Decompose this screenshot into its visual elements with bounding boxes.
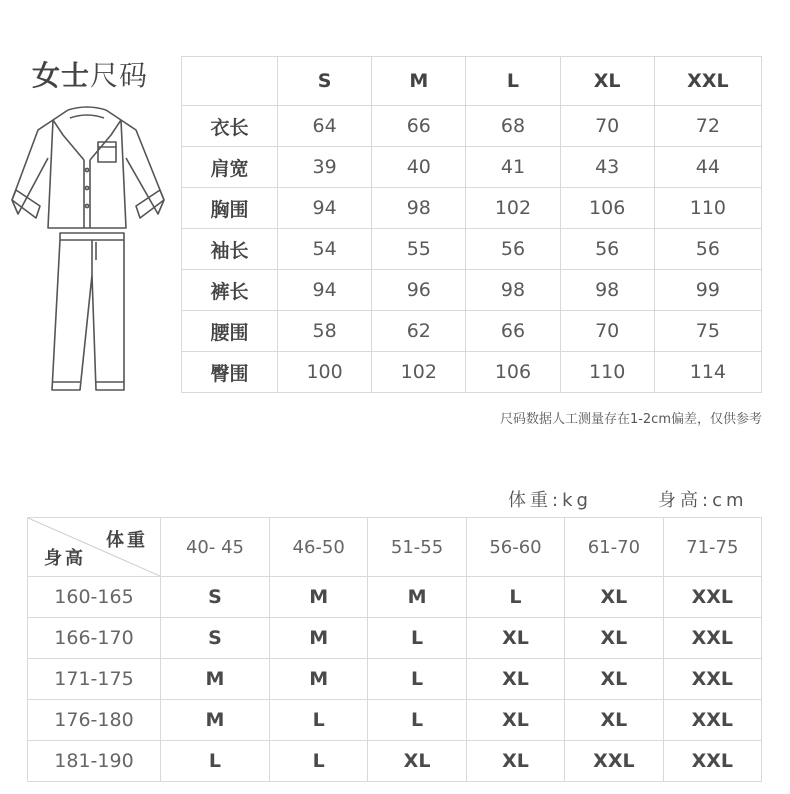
weight-range-header: 61-70	[565, 518, 663, 577]
size-header-row	[182, 57, 762, 106]
measurement-value: 56	[466, 229, 560, 270]
measurement-value: 110	[560, 352, 654, 393]
measurement-value: 102	[466, 188, 560, 229]
size-header-cell: XXL	[654, 57, 761, 106]
recommended-size: M	[269, 577, 367, 618]
recommended-size: L	[368, 700, 466, 741]
measurement-value: 66	[466, 311, 560, 352]
measurement-value: 58	[278, 311, 372, 352]
size-row	[182, 270, 762, 311]
measurement-value: 110	[654, 188, 761, 229]
height-range-label: 176-180	[28, 700, 161, 741]
measurement-value: 106	[466, 352, 560, 393]
height-row	[28, 577, 762, 618]
height-row	[28, 659, 762, 700]
weight-header-row	[28, 518, 762, 577]
recommended-size: M	[269, 618, 367, 659]
measurement-label: 袖长	[182, 229, 278, 270]
size-row	[182, 352, 762, 393]
title-bold: 女士	[32, 59, 91, 92]
recommended-size: S	[161, 577, 270, 618]
weight-range-header: 51-55	[368, 518, 466, 577]
measurement-value: 56	[654, 229, 761, 270]
size-header-cell: L	[466, 57, 560, 106]
measurement-value: 100	[278, 352, 372, 393]
measurement-value: 75	[654, 311, 761, 352]
page-title	[32, 54, 148, 94]
measurement-value: 44	[654, 147, 761, 188]
weight-range-header: 71-75	[663, 518, 761, 577]
title-regular: 尺码	[90, 59, 149, 92]
measurement-value: 41	[466, 147, 560, 188]
height-range-label: 166-170	[28, 618, 161, 659]
size-header-corner	[182, 57, 278, 106]
measurement-value: 40	[372, 147, 466, 188]
size-row	[182, 188, 762, 229]
measurement-label: 肩宽	[182, 147, 278, 188]
recommended-size: XXL	[663, 618, 761, 659]
recommended-size: M	[161, 700, 270, 741]
measurement-value: 98	[372, 188, 466, 229]
measurement-value: 55	[372, 229, 466, 270]
measurement-label: 胸围	[182, 188, 278, 229]
measurement-value: 102	[372, 352, 466, 393]
height-range-label: 160-165	[28, 577, 161, 618]
recommended-size: XL	[565, 618, 663, 659]
height-range-label: 181-190	[28, 741, 161, 782]
recommended-size: L	[466, 577, 564, 618]
measurement-value: 94	[278, 188, 372, 229]
size-row	[182, 311, 762, 352]
size-row	[182, 229, 762, 270]
recommended-size: XL	[466, 659, 564, 700]
recommended-size: L	[269, 700, 367, 741]
recommended-size: XL	[466, 618, 564, 659]
pajama-illustration	[8, 100, 168, 399]
recommended-size: M	[269, 659, 367, 700]
recommended-size: XL	[368, 741, 466, 782]
measurement-value: 62	[372, 311, 466, 352]
measurement-value: 66	[372, 106, 466, 147]
size-row	[182, 147, 762, 188]
measurement-label: 裤长	[182, 270, 278, 311]
recommended-size: M	[368, 577, 466, 618]
measurement-value: 106	[560, 188, 654, 229]
measurement-value: 98	[466, 270, 560, 311]
recommended-size: XXL	[565, 741, 663, 782]
measurement-value: 72	[654, 106, 761, 147]
recommended-size: L	[368, 618, 466, 659]
corner-height-label: 身高	[44, 548, 86, 569]
height-row	[28, 741, 762, 782]
weight-range-header: 46-50	[269, 518, 367, 577]
height-row	[28, 618, 762, 659]
measurement-value: 43	[560, 147, 654, 188]
measurement-label: 衣长	[182, 106, 278, 147]
recommended-size: L	[269, 741, 367, 782]
measurement-label: 臀围	[182, 352, 278, 393]
height-range-label: 171-175	[28, 659, 161, 700]
diagonal-corner-cell	[28, 518, 161, 577]
recommended-size: XL	[565, 700, 663, 741]
measurement-value: 99	[654, 270, 761, 311]
measurement-value: 114	[654, 352, 761, 393]
recommended-size: S	[161, 618, 270, 659]
size-chart-table	[181, 56, 762, 393]
size-header-cell: M	[372, 57, 466, 106]
weight-range-header: 56-60	[466, 518, 564, 577]
measurement-value: 68	[466, 106, 560, 147]
height-row	[28, 700, 762, 741]
measurement-value: 96	[372, 270, 466, 311]
recommended-size: L	[368, 659, 466, 700]
recommended-size: M	[161, 659, 270, 700]
recommended-size: XL	[466, 700, 564, 741]
recommended-size: XXL	[663, 577, 761, 618]
recommended-size: XXL	[663, 659, 761, 700]
size-header-cell: S	[278, 57, 372, 106]
measurement-value: 98	[560, 270, 654, 311]
measurement-value: 39	[278, 147, 372, 188]
height-unit-label: 身高:cm	[658, 490, 748, 511]
measurement-value: 70	[560, 106, 654, 147]
size-recommendation-table	[27, 517, 762, 782]
recommended-size: XL	[565, 577, 663, 618]
recommended-size: L	[161, 741, 270, 782]
weight-unit-label: 体重:kg	[508, 490, 592, 511]
recommended-size: XXL	[663, 700, 761, 741]
recommended-size: XL	[565, 659, 663, 700]
size-header-cell: XL	[560, 57, 654, 106]
measurement-note: 尺码数据人工测量存在1-2cm偏差，仅供参考	[499, 412, 762, 427]
measurement-value: 54	[278, 229, 372, 270]
recommended-size: XL	[466, 741, 564, 782]
measurement-value: 94	[278, 270, 372, 311]
weight-range-header: 40- 45	[161, 518, 270, 577]
measurement-value: 64	[278, 106, 372, 147]
measurement-value: 56	[560, 229, 654, 270]
corner-weight-label: 体重	[106, 530, 148, 551]
measurement-label: 腰围	[182, 311, 278, 352]
recommended-size: XXL	[663, 741, 761, 782]
size-row	[182, 106, 762, 147]
measurement-value: 70	[560, 311, 654, 352]
